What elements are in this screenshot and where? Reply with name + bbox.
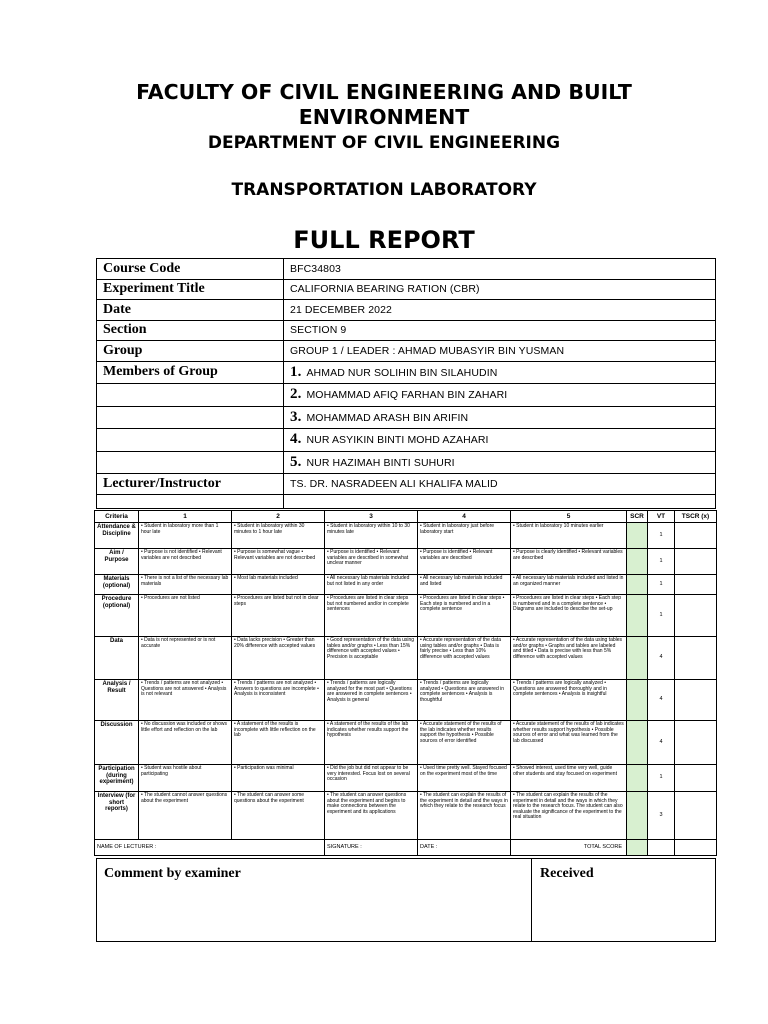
member-entry (284, 361, 716, 384)
rubric-cell: • Most lab materials included (232, 575, 325, 595)
date-field[interactable]: DATE : (418, 840, 511, 856)
rubric-row-procedure (95, 595, 717, 637)
rubric-row-materials (95, 575, 717, 595)
blank-cell (284, 494, 716, 508)
rubric-cell: • There is not a list of the necessary lab materials (139, 575, 232, 595)
experiment-title-value: CALIFORNIA BEARING RATION (CBR) (284, 279, 716, 300)
rubric-cell: • Trends / patterns are logically analyzed for the most part • Questions are answered in complete sentences • Analysis is general (325, 680, 418, 721)
rubric-cell: • Procedures are listed but not in clear steps (232, 595, 325, 637)
rubric-cell: • Procedures are not listed (139, 595, 232, 637)
member-entry (284, 406, 716, 429)
rubric-criteria: Analysis / Result (95, 680, 139, 721)
weight-cell: 1 (648, 549, 675, 575)
rubric-cell: • Procedures are listed in clear steps but not numbered and/or in complete sentences (325, 595, 418, 637)
info-row-date (97, 300, 716, 321)
rubric-cell: • All necessary lab materials included and listed (418, 575, 511, 595)
rubric-cell: • All necessary lab materials included and listed in an organized manner (511, 575, 627, 595)
rubric-header-criteria: Criteria (95, 511, 139, 523)
rubric-cell: • A statement of the results of the lab indicates whether results support the hypothesis (325, 721, 418, 765)
rubric-cell: • Student in laboratory within 10 to 30 minutes late (325, 523, 418, 549)
rubric-cell: • Participation was minimal (232, 765, 325, 792)
member-row (97, 429, 716, 452)
rubric-cell: • Trends / patterns are logically analyzed • Questions are answered in complete sentences • Analysis is thoughtful (418, 680, 511, 721)
score-cell[interactable] (627, 792, 648, 840)
rubric-header-scr: SCR (627, 511, 648, 523)
rubric-cell: • Accurate representation of the data using tables and/or graphs • Graphs and tables are labeled and titled • Data is precise with less than 5% difference with accepted values (511, 637, 627, 680)
rubric-cell: • Purpose is clearly identified • Relevant variables are described (511, 549, 627, 575)
member-name: MOHAMMAD AFIQ FARHAN BIN ZAHARI (306, 389, 508, 402)
members-label-blank (97, 451, 284, 474)
total-score-cell[interactable] (675, 549, 717, 575)
member-number: 1. (290, 363, 302, 380)
score-cell[interactable] (627, 680, 648, 721)
member-number: 2. (290, 386, 302, 403)
member-name: NUR ASYIKIN BINTI MOHD AZAHARI (306, 434, 489, 447)
rubric-table (94, 510, 717, 856)
member-row (97, 384, 716, 407)
lecturer-label: Lecturer/Instructor (97, 474, 284, 495)
section-label: Section (97, 320, 284, 341)
rubric-header-tscr: TSCR (x) (675, 511, 717, 523)
rubric-cell: • Trends / patterns are not analyzed • Questions are not answered • Analysis is not relevant (139, 680, 232, 721)
report-info-table (96, 258, 716, 509)
received-label: Received (540, 866, 594, 881)
total-score-value[interactable] (675, 840, 717, 856)
total-score-cell[interactable] (675, 765, 717, 792)
rubric-cell: • Student in laboratory within 30 minutes to 1 hour late (232, 523, 325, 549)
rubric-criteria: Data (95, 637, 139, 680)
info-row-course-code (97, 259, 716, 280)
date-label: Date (97, 300, 284, 321)
info-row-section (97, 320, 716, 341)
total-score-scr[interactable] (627, 840, 648, 856)
rubric-criteria: Aim / Purpose (95, 549, 139, 575)
rubric-row-attendance (95, 523, 717, 549)
rubric-cell: • Trends / patterns are not analyzed • Answers to questions are incomplete • Analysis is inconsistent (232, 680, 325, 721)
comment-box (96, 858, 716, 942)
rubric-cell: • Purpose is not identified • Relevant variables are not described (139, 549, 232, 575)
weight-cell: 4 (648, 637, 675, 680)
total-score-cell[interactable] (675, 575, 717, 595)
rubric-cell: • Accurate statement of the results of the lab indicates whether results support the hypothesis • Possible sources of error identified (418, 721, 511, 765)
weight-cell: 3 (648, 792, 675, 840)
rubric-cell: • The student can explain the results of the experiment in detail and the ways in which they relate to the research focus. The student can also evaluate the significance of the experiment to the real situation (511, 792, 627, 840)
rubric-cell: • The student can answer some questions about the experiment (232, 792, 325, 840)
member-number: 3. (290, 408, 302, 425)
rubric-cell: • The student can answer questions about the experiment and begins to make connections between the experiment and its applications (325, 792, 418, 840)
rubric-cell: • No discussion was included or shows little effort and reflection on the lab (139, 721, 232, 765)
rubric-cell: • Purpose is identified • Relevant variables are described (418, 549, 511, 575)
course-code-value: BFC34803 (284, 259, 716, 280)
members-label: Members of Group (97, 361, 284, 384)
date-value: 21 DECEMBER 2022 (284, 300, 716, 321)
total-score-cell[interactable] (675, 637, 717, 680)
rubric-row-interview (95, 792, 717, 840)
score-cell[interactable] (627, 637, 648, 680)
rubric-criteria: Attendance & Discipline (95, 523, 139, 549)
group-label: Group (97, 341, 284, 362)
member-name: MOHAMMAD ARASH BIN ARIFIN (306, 411, 469, 424)
faculty-title (0, 80, 768, 130)
weight-cell: 1 (648, 595, 675, 637)
experiment-title-label: Experiment Title (97, 279, 284, 300)
total-score-cell[interactable] (675, 680, 717, 721)
member-row (97, 451, 716, 474)
rubric-cell: • Procedures are listed in clear steps • Each step is numbered and in a complete sentence (418, 595, 511, 637)
total-score-cell[interactable] (675, 523, 717, 549)
course-code-label: Course Code (97, 259, 284, 280)
total-score-cell[interactable] (675, 721, 717, 765)
total-score-cell[interactable] (675, 792, 717, 840)
rubric-cell: • Did the job but did not appear to be very interested. Focus lost on several occasion (325, 765, 418, 792)
rubric-criteria: Materials (optional) (95, 575, 139, 595)
weight-cell: 1 (648, 765, 675, 792)
rubric-cell: • Student was hostile about participating (139, 765, 232, 792)
total-score-vt[interactable] (648, 840, 675, 856)
rubric-cell: • Data lacks precision • Greater than 20% difference with accepted values (232, 637, 325, 680)
member-number: 4. (290, 431, 302, 448)
info-row-group (97, 341, 716, 362)
rubric-header-1: 1 (139, 511, 232, 523)
info-row-experiment-title (97, 279, 716, 300)
signature-field[interactable]: SIGNATURE : (325, 840, 418, 856)
rubric-header-5: 5 (511, 511, 627, 523)
weight-cell: 1 (648, 523, 675, 549)
member-row (97, 361, 716, 384)
score-cell[interactable] (627, 765, 648, 792)
rubric-header-2: 2 (232, 511, 325, 523)
rubric-criteria: Procedure (optional) (95, 595, 139, 637)
info-row-lecturer (97, 474, 716, 495)
rubric-cell: • Used time pretty well. Stayed focused on the experiment most of the time (418, 765, 511, 792)
examiner-comment-label: Comment by examiner (104, 866, 241, 881)
group-value: GROUP 1 / LEADER : AHMAD MUBASYIR BIN YUSMAN (284, 341, 716, 362)
rubric-cell: • Trends / patterns are logically analyzed • Questions are answered thoroughly and in complete sentences • Analysis is insightful (511, 680, 627, 721)
rubric-criteria: Interview (for short reports) (95, 792, 139, 840)
weight-cell: 4 (648, 680, 675, 721)
rubric-cell: • All necessary lab materials included but not listed in any order (325, 575, 418, 595)
weight-cell: 4 (648, 721, 675, 765)
rubric-cell: • Purpose is somewhat vague • Relevant variables are not described (232, 549, 325, 575)
score-cell[interactable] (627, 549, 648, 575)
score-cell[interactable] (627, 575, 648, 595)
rubric-header-4: 4 (418, 511, 511, 523)
rubric-cell: • Accurate statement of the results of lab indicates whether results support hypothesis • Possible sources of error and what was learned from the lab discussed (511, 721, 627, 765)
rubric-cell: • Procedures are listed in clear steps • Each step is numbered and in a complete sentence • Diagrams are included to describe the set-up (511, 595, 627, 637)
members-label-blank (97, 429, 284, 452)
report-type-title: FULL REPORT (293, 226, 475, 254)
rubric-cell: • Showed interest, used time very well, guide other students and stay focused on experiment (511, 765, 627, 792)
rubric-cell: • The student cannot answer questions about the experiment (139, 792, 232, 840)
rubric-criteria: Discussion (95, 721, 139, 765)
score-cell[interactable] (627, 595, 648, 637)
rubric-row-discussion (95, 721, 717, 765)
member-name: NUR HAZIMAH BINTI SUHURI (306, 456, 455, 469)
department-title: DEPARTMENT OF CIVIL ENGINEERING (207, 133, 561, 153)
rubric-row-data (95, 637, 717, 680)
rubric-row-analysis (95, 680, 717, 721)
rubric-criteria: Participation (during experiment) (95, 765, 139, 792)
rubric-cell: • Purpose is identified • Relevant variables are described in somewhat unclear manner (325, 549, 418, 575)
rubric-cell: • Student in laboratory just before laboratory start (418, 523, 511, 549)
member-entry (284, 451, 716, 474)
rubric-row-aim (95, 549, 717, 575)
total-score-cell[interactable] (675, 595, 717, 637)
weight-cell: 1 (648, 575, 675, 595)
total-score-label (511, 840, 627, 856)
member-entry (284, 429, 716, 452)
rubric-cell: • The student can explain the results of the experiment in detail and the ways in which they relate to the research focus (418, 792, 511, 840)
lecturer-name-field[interactable]: NAME OF LECTURER : (95, 840, 325, 856)
rubric-header-3: 3 (325, 511, 418, 523)
rubric-header-vt: VT (648, 511, 675, 523)
info-row-blank (97, 494, 716, 508)
rubric-cell: • Student in laboratory 10 minutes earlier (511, 523, 627, 549)
score-cell[interactable] (627, 523, 648, 549)
section-value: SECTION 9 (284, 320, 716, 341)
member-row (97, 406, 716, 429)
members-label-blank (97, 384, 284, 407)
rubric-cell: • A statement of the results is incomplete with little reflection on the lab (232, 721, 325, 765)
member-entry (284, 384, 716, 407)
rubric-cell: • Good representation of the data using tables and/or graphs • Less than 15% difference with accepted values • Precision is acceptable (325, 637, 418, 680)
member-number: 5. (290, 453, 302, 470)
members-label-blank (97, 406, 284, 429)
rubric-footer-row (95, 840, 717, 856)
faculty-text: FACULTY OF CIVIL ENGINEERING AND BUILT ENVIRONMENT (136, 80, 632, 129)
rubric-header-row (95, 511, 717, 523)
blank-cell (97, 494, 284, 508)
laboratory-title: TRANSPORTATION LABORATORY (231, 180, 537, 200)
score-cell[interactable] (627, 721, 648, 765)
rubric-cell: • Student in laboratory more than 1 hour late (139, 523, 232, 549)
lecturer-value: TS. DR. NASRADEEN ALI KHALIFA MALID (284, 474, 716, 495)
rubric-cell: • Data is not represented or is not accurate (139, 637, 232, 680)
total-score-text: TOTAL SCORE (583, 843, 622, 850)
rubric-cell: • Accurate representation of the data using tables and/or graphs • Data is fairly precise • Less than 10% difference with accepted values (418, 637, 511, 680)
rubric-row-participation (95, 765, 717, 792)
member-name: AHMAD NUR SOLIHIN BIN SILAHUDIN (306, 366, 498, 379)
